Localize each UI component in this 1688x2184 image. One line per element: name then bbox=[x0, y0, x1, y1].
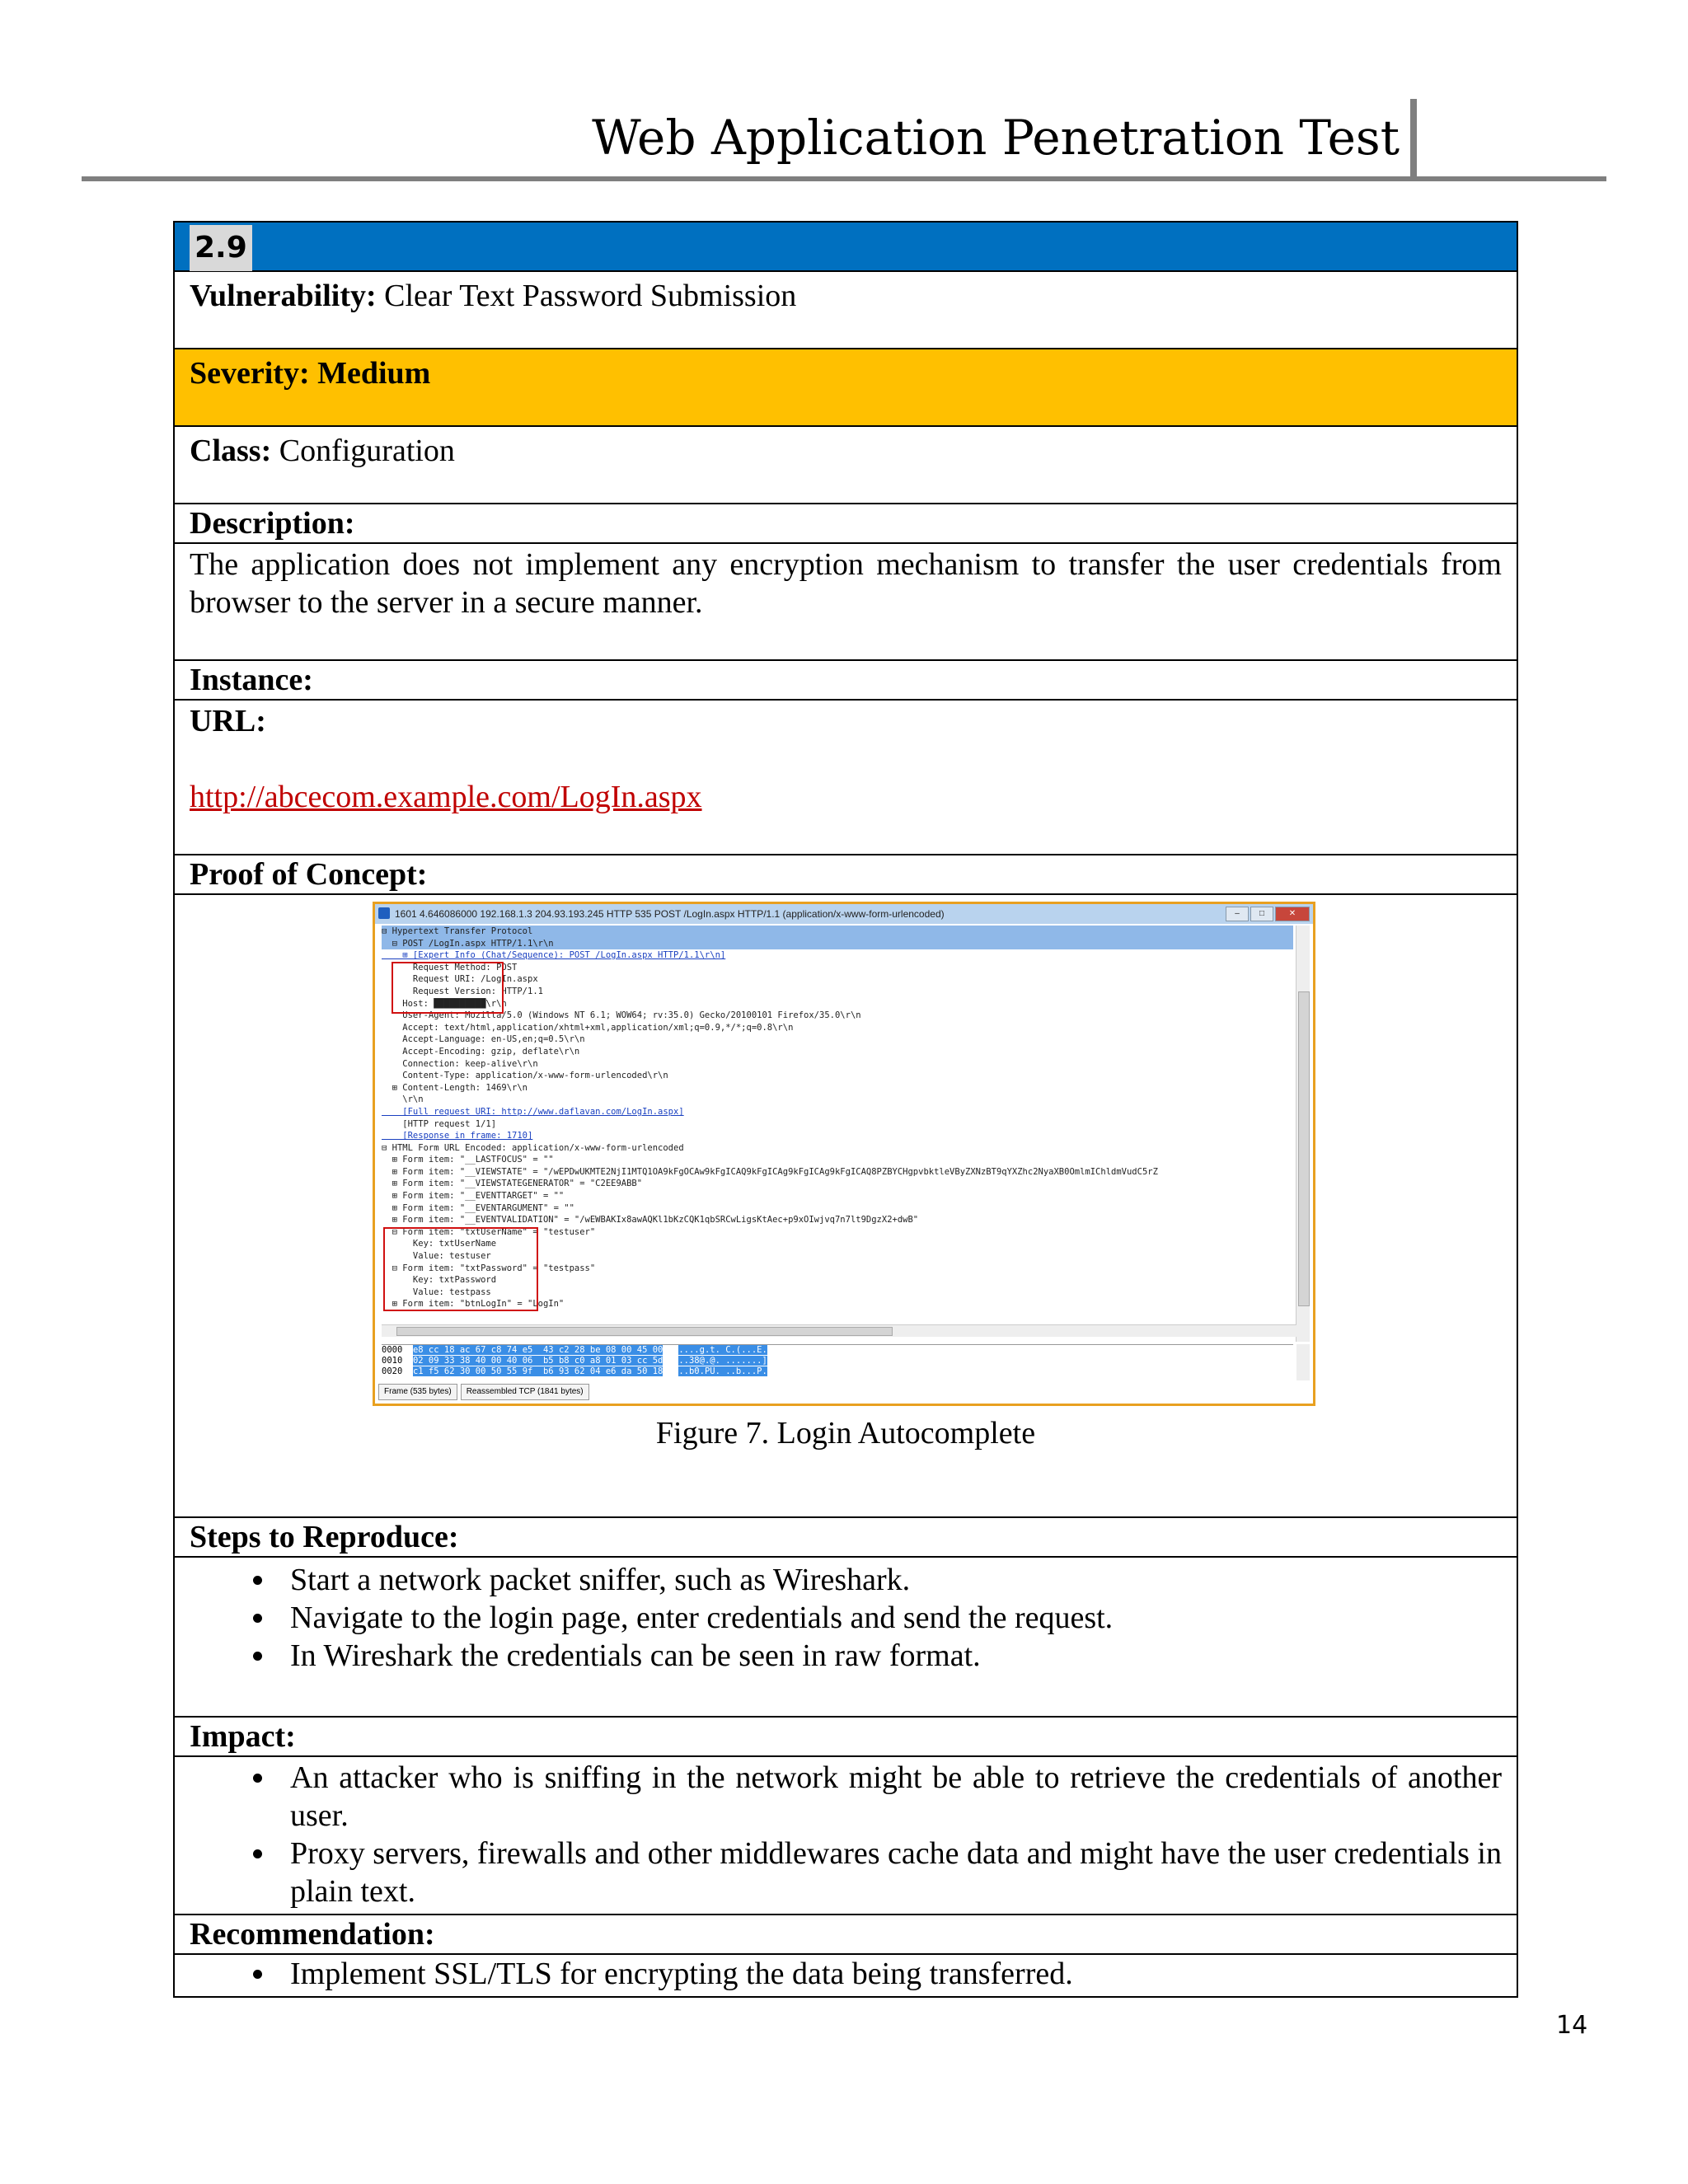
recommendation-row bbox=[175, 1955, 1517, 1996]
packet-bytes-pane bbox=[382, 1344, 1293, 1381]
steps-list bbox=[190, 1561, 1502, 1675]
poc-heading: Proof of Concept: bbox=[175, 855, 1517, 895]
tree-row[interactable]: ⊞ Form item: "__LASTFOCUS" = "" bbox=[382, 1155, 554, 1165]
tree-row[interactable]: ⊞ Form item: "__VIEWSTATEGENERATOR" = "C2EE9ABB" bbox=[382, 1179, 643, 1189]
hex-offset: 0000 bbox=[382, 1345, 413, 1355]
tree-row[interactable]: Accept-Language: en-US,en;q=0.5\r\n bbox=[382, 1034, 585, 1045]
bytes-tabs bbox=[378, 1384, 589, 1400]
tree-vertical-scrollbar bbox=[1296, 926, 1310, 1342]
tree-row[interactable]: ⊞ Form item: "__EVENTARGUMENT" = "" bbox=[382, 1202, 574, 1213]
description-heading: Description: bbox=[175, 504, 1517, 544]
minimize-icon: – bbox=[1226, 907, 1249, 921]
wireshark-fin-icon bbox=[378, 907, 390, 919]
tree-row[interactable]: ⊞ Content-Length: 1469\r\n bbox=[382, 1082, 528, 1093]
tree-row[interactable]: Request Version: HTTP/1.1 bbox=[382, 986, 543, 996]
tree-row[interactable]: [HTTP request 1/1] bbox=[382, 1118, 497, 1129]
wireshark-screenshot bbox=[373, 902, 1315, 1406]
tree-row[interactable]: Connection: keep-alive\r\n bbox=[382, 1058, 538, 1069]
severity-label: Severity: bbox=[190, 356, 310, 391]
steps-row bbox=[175, 1558, 1517, 1718]
class-value: Configuration bbox=[279, 434, 455, 468]
tree-row[interactable]: Content-Type: application/x-www-form-urlencoded\r\n bbox=[382, 1071, 668, 1081]
impact-heading: Impact: bbox=[175, 1718, 1517, 1757]
instance-url-link[interactable]: http://abcecom.example.com/LogIn.aspx bbox=[190, 780, 702, 814]
tree-row[interactable]: ⊞ Form item: "__EVENTVALIDATION" = "/wEWBAKIx8awAQKl1bKzCQK1qbSRCwLigsKtAec+p9xOIwjvq7n7lt9DgzX2+dwB" bbox=[382, 1215, 919, 1226]
page-number: 14 bbox=[1556, 2011, 1588, 2040]
steps-heading: Steps to Reproduce: bbox=[175, 1518, 1517, 1558]
tree-row[interactable]: [Full request URI: http://www.daflavan.com/LogIn.aspx] bbox=[382, 1106, 684, 1117]
class-row bbox=[175, 427, 1517, 504]
wireshark-title: 1601 4.646086000 192.168.1.3 204.93.193.245 HTTP 535 POST /LogIn.aspx HTTP/1.1 (application/x-www-form-urlencoded) bbox=[395, 908, 945, 920]
hex-ascii: ....g.t. C.(...E. bbox=[678, 1345, 767, 1355]
list-item: • In Wireshark the credentials can be seen in raw format. bbox=[277, 1637, 1502, 1675]
list-item: • Start a network packet sniffer, such as Wireshark. bbox=[277, 1561, 1502, 1599]
tree-row[interactable]: Request URI: /LogIn.aspx bbox=[382, 974, 538, 985]
tree-row[interactable]: ⊞ Form item: "btnLogIn" = "LogIn" bbox=[382, 1299, 565, 1310]
section-number: 2.9 bbox=[190, 225, 252, 271]
hex-ascii: ..38@.@. .......] bbox=[678, 1356, 767, 1366]
tree-row[interactable]: ⊟ Hypertext Transfer Protocol bbox=[382, 926, 1293, 938]
hex-bytes: 02 09 33 38 40 00 40 06 b5 b8 c0 a8 01 03 cc 5d bbox=[412, 1356, 663, 1366]
hex-offset: 0010 bbox=[382, 1356, 413, 1366]
maximize-icon: □ bbox=[1250, 907, 1273, 921]
severity-value: Medium bbox=[317, 356, 431, 391]
hex-ascii: ..b0.PU. ..b...P. bbox=[678, 1366, 767, 1376]
class-label: Class: bbox=[190, 434, 272, 468]
tree-row[interactable]: \r\n bbox=[382, 1094, 424, 1105]
url-row bbox=[175, 701, 1517, 855]
tree-row[interactable]: ⊞ Form item: "__EVENTTARGET" = "" bbox=[382, 1191, 565, 1202]
wireshark-title-bar bbox=[375, 904, 1313, 924]
list-item: • Implement SSL/TLS for encrypting the data being transferred. bbox=[277, 1955, 1502, 1993]
list-item: • An attacker who is sniffing in the network might be able to retrieve the credentials of another user. bbox=[277, 1759, 1502, 1835]
bytes-scrollbar bbox=[1296, 1344, 1310, 1380]
tree-row[interactable]: User-Agent: Mozilla/5.0 (Windows NT 6.1; WOW64; rv:35.0) Gecko/20100101 Firefox/35.0\r\n bbox=[382, 1010, 861, 1021]
credentials-highlight-box bbox=[383, 1227, 538, 1311]
tree-row[interactable]: Key: txtPassword bbox=[382, 1275, 497, 1286]
tree-row[interactable]: ⊞ [Expert Info (Chat/Sequence): POST /LogIn.aspx HTTP/1.1\r\n] bbox=[382, 950, 726, 961]
recommendation-list bbox=[190, 1955, 1502, 1993]
header-vertical-bar bbox=[1410, 99, 1417, 181]
tree-row[interactable]: Accept-Encoding: gzip, deflate\r\n bbox=[382, 1046, 580, 1057]
recommendation-heading: Recommendation: bbox=[175, 1915, 1517, 1955]
impact-row bbox=[175, 1757, 1517, 1915]
hex-row bbox=[382, 1356, 1293, 1366]
tree-row[interactable]: Accept: text/html,application/xhtml+xml,application/xml;q=0.9,*/*;q=0.8\r\n bbox=[382, 1022, 794, 1033]
hex-row bbox=[382, 1366, 1293, 1377]
vulnerability-row bbox=[175, 272, 1517, 349]
description-text: The application does not implement any encryption mechanism to transfer the user credentials from browser to the server in a secure manner. bbox=[175, 544, 1517, 661]
tree-row[interactable]: ⊟ HTML Form URL Encoded: application/x-www-form-urlencoded bbox=[382, 1142, 684, 1153]
tree-horizontal-scrollbar bbox=[382, 1324, 1296, 1337]
header-rule bbox=[82, 176, 1606, 181]
tree-row[interactable]: ⊟ Form item: "txtUserName" = "testuser" bbox=[382, 1226, 596, 1237]
impact-list bbox=[190, 1759, 1502, 1910]
close-icon: ✕ bbox=[1275, 907, 1310, 921]
hex-bytes: e8 cc 18 ac 67 c8 74 e5 43 c2 28 be 08 00 45 00 bbox=[412, 1345, 663, 1355]
tree-row[interactable]: [Response in frame: 1710] bbox=[382, 1131, 533, 1141]
bytes-tab[interactable]: Reassembled TCP (1841 bytes) bbox=[461, 1384, 589, 1400]
poc-row bbox=[175, 895, 1517, 1518]
vulnerability-label: Vulnerability: bbox=[190, 279, 377, 313]
hex-row bbox=[382, 1345, 1293, 1356]
vulnerability-table bbox=[173, 221, 1518, 1998]
figure-caption: Figure 7. Login Autocomplete bbox=[655, 1416, 1036, 1451]
hex-offset: 0020 bbox=[382, 1366, 413, 1376]
tree-row[interactable]: Request Method: POST bbox=[382, 962, 518, 972]
vulnerability-value: Clear Text Password Submission bbox=[384, 279, 797, 313]
hex-bytes: c1 f5 62 30 00 50 55 9f b6 93 62 04 e6 da 50 18 bbox=[412, 1366, 663, 1376]
request-highlight-box bbox=[392, 962, 504, 1014]
severity-row bbox=[175, 349, 1517, 427]
tree-row[interactable]: Value: testuser bbox=[382, 1251, 491, 1262]
section-number-row bbox=[175, 223, 1517, 272]
list-item: • Proxy servers, firewalls and other middlewares cache data and might have the user credentials in plain text. bbox=[277, 1835, 1502, 1910]
tree-row[interactable]: Host: ██████████\r\n bbox=[382, 998, 507, 1009]
bytes-tab[interactable]: Frame (535 bytes) bbox=[378, 1384, 457, 1400]
list-item: • Navigate to the login page, enter credentials and send the request. bbox=[277, 1599, 1502, 1637]
tree-row[interactable]: ⊟ Form item: "txtPassword" = "testpass" bbox=[382, 1263, 596, 1273]
instance-heading: Instance: bbox=[175, 661, 1517, 701]
document-header-title: Web Application Penetration Test bbox=[592, 110, 1400, 166]
tree-row[interactable]: Key: txtUserName bbox=[382, 1239, 497, 1249]
tree-row[interactable]: Value: testpass bbox=[382, 1286, 491, 1297]
url-label: URL: bbox=[190, 704, 266, 738]
tree-row[interactable]: ⊟ POST /LogIn.aspx HTTP/1.1\r\n bbox=[382, 938, 1293, 950]
tree-row[interactable]: ⊞ Form item: "__VIEWSTATE" = "/wEPDwUKMTE2NjI1MTQ1OA9kFgOCAw9kFgICAQ9kFgICAg9kFgICAg9kFgICAQ8PZBYCHgpvbktleVByZXNzBT9qYXZhc2NyaXB0OmlmIChldmVudC5rZ bbox=[382, 1166, 1158, 1177]
